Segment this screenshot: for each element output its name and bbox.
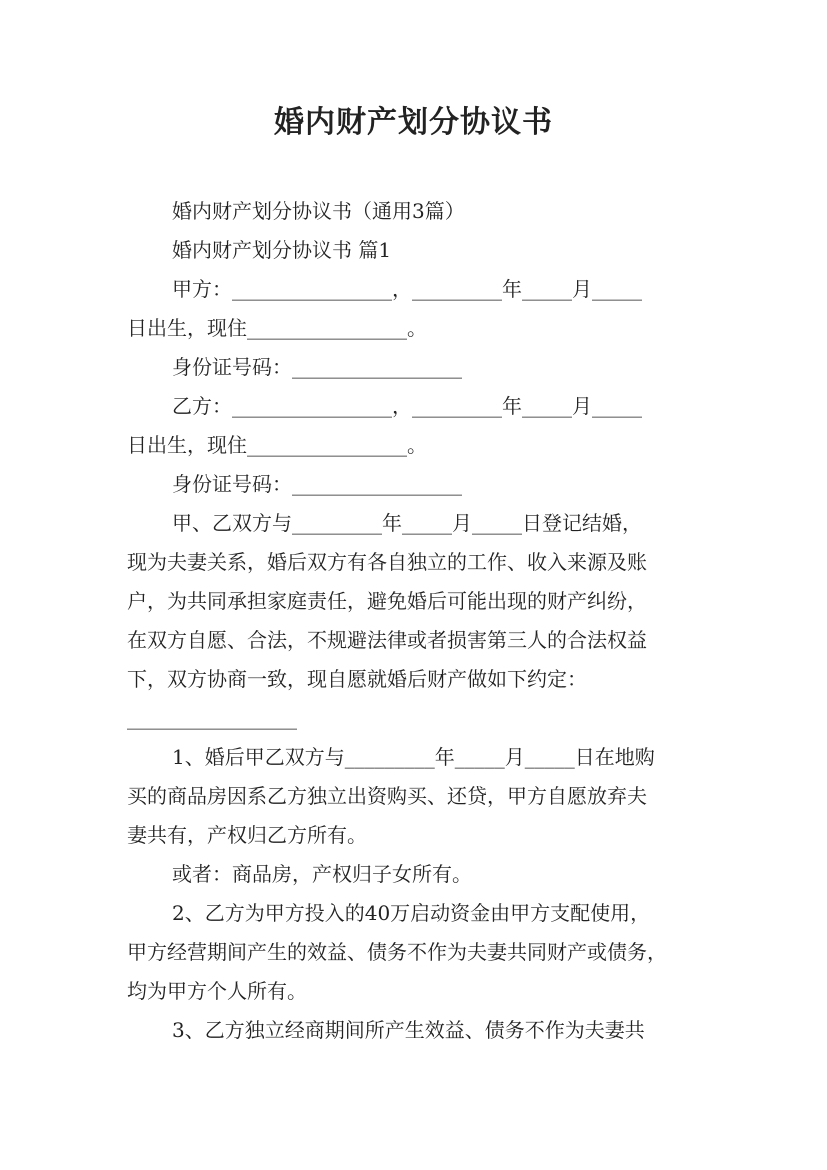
document-line: 下，双方协商一致，现自愿就婚后财产做如下约定： <box>127 667 587 691</box>
document-line: 2、乙方为甲方投入的40万启动资金由甲方支配使用， <box>172 901 651 925</box>
document-title: 婚内财产划分协议书 <box>274 105 553 140</box>
document-line: _________________ <box>127 706 297 730</box>
document-line: 日出生，现住________________。 <box>127 433 427 457</box>
document-line: 妻共有，产权归乙方所有。 <box>127 823 367 847</box>
document-line: 1、婚后甲乙双方与_________年_____月_____日在地购 <box>172 745 655 769</box>
document-line: 婚内财产划分协议书 篇1 <box>172 238 392 262</box>
document-line: 身份证号码：_________________ <box>172 355 462 379</box>
document-line: 乙方：________________，_________年_____月_____ <box>172 394 642 418</box>
document-line: 身份证号码：_________________ <box>172 472 462 496</box>
document-line: 甲、乙双方与_________年_____月_____日登记结婚， <box>172 511 642 535</box>
document-line: 买的商品房因系乙方独立出资购买、还贷，甲方自愿放弃夫 <box>127 784 647 808</box>
document-line: 甲方经营期间产生的效益、债务不作为夫妻共同财产或债务， <box>127 940 667 964</box>
document-line: 或者：商品房，产权归子女所有。 <box>172 862 472 886</box>
document-line: 甲方：________________，_________年_____月_____ <box>172 277 642 301</box>
document-line: 户，为共同承担家庭责任，避免婚后可能出现的财产纠纷， <box>127 589 647 613</box>
document-line: 均为甲方个人所有。 <box>127 979 307 1003</box>
document-line: 日出生，现住________________。 <box>127 316 427 340</box>
document-line: 在双方自愿、合法，不规避法律或者损害第三人的合法权益 <box>127 628 647 652</box>
document-line: 现为夫妻关系，婚后双方有各自独立的工作、收入来源及账 <box>127 550 647 574</box>
document-line: 婚内财产划分协议书（通用3篇） <box>172 199 465 223</box>
document-line: 3、乙方独立经商期间所产生效益、债务不作为夫妻共 <box>172 1018 645 1042</box>
